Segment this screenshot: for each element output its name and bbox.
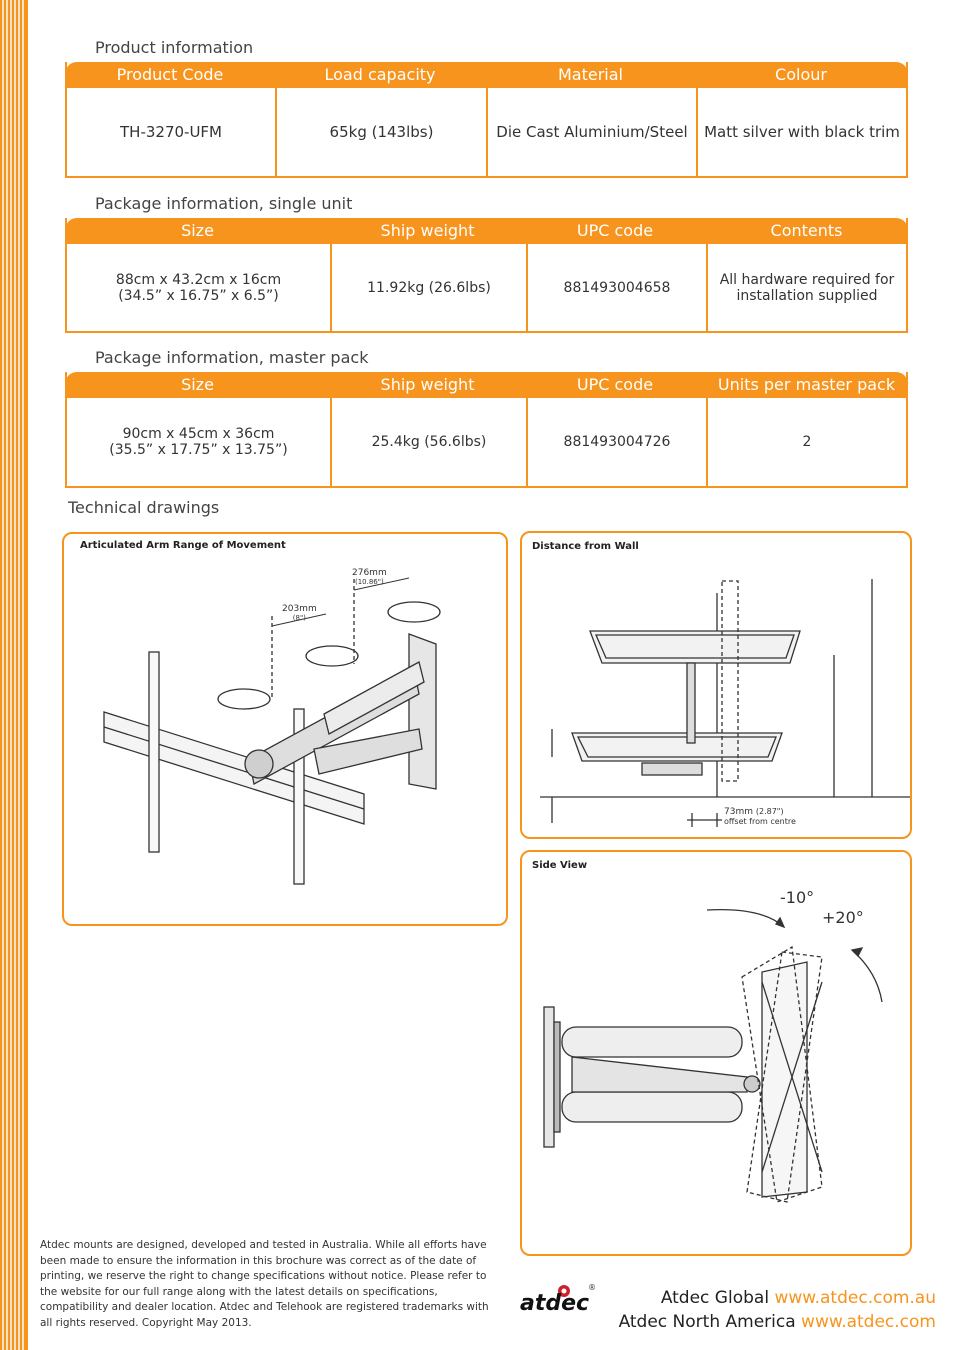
cell-material: Die Cast Aluminium/Steel bbox=[488, 88, 698, 176]
dim-203-mm: 203mm bbox=[282, 604, 317, 614]
package-master-header bbox=[65, 372, 908, 398]
package-single-row bbox=[67, 244, 906, 331]
offset-note: offset from centre bbox=[724, 817, 796, 826]
cell-load-capacity: 65kg (143lbs) bbox=[277, 88, 488, 176]
header-ship-weight: Ship weight bbox=[380, 221, 475, 240]
side-panel-title: Side View bbox=[532, 860, 588, 871]
cell-size: 88cm x 43.2cm x 16cm (34.5” x 16.75” x 6.5”) bbox=[67, 244, 332, 331]
arm-dim-276 bbox=[352, 568, 387, 586]
header-units-per-master-pack: Units per master pack bbox=[717, 375, 896, 394]
wall-offset-label bbox=[724, 807, 796, 826]
technical-drawings-title: Technical drawings bbox=[68, 498, 220, 517]
package-master-table bbox=[65, 372, 908, 488]
cell-ship-weight: 25.4kg (56.6lbs) bbox=[332, 398, 528, 486]
arm-movement-panel bbox=[62, 532, 508, 926]
atdec-logo bbox=[520, 1283, 600, 1323]
cell-product-code: TH-3270-UFM bbox=[67, 88, 277, 176]
package-master-title: Package information, master pack bbox=[95, 348, 369, 367]
disclaimer-text: Atdec mounts are designed, developed and tested in Australia. While all efforts have been made to ensure the information in this brochure was correct as of the date of printing, we reserve the right to change specifications without notice. Please refer to the website for our full range along with the latest details on specifications, compatibility and dealer location. Atdec and Telehook are registered trademarks with all rights reserved. Copyright May 2013. bbox=[40, 1239, 489, 1329]
tilt-up-label: +20° bbox=[822, 908, 864, 927]
offset-mm: 73mm bbox=[724, 807, 753, 817]
na-url-link[interactable]: www.atdec.com bbox=[801, 1312, 936, 1332]
product-info-header bbox=[65, 62, 908, 88]
header-size: Size bbox=[181, 375, 214, 394]
cell-units: 2 bbox=[802, 434, 812, 450]
header-upc-code: UPC code bbox=[576, 221, 654, 240]
offset-in: (2.87") bbox=[755, 807, 784, 816]
header-size: Size bbox=[181, 221, 214, 240]
product-info-title: Product information bbox=[95, 38, 254, 57]
product-info-row bbox=[67, 88, 906, 176]
dim-276-mm: 276mm bbox=[352, 568, 387, 578]
header-ship-weight: Ship weight bbox=[380, 375, 475, 394]
header-load-capacity: Load capacity bbox=[324, 65, 436, 84]
cell-upc-code: 881493004726 bbox=[528, 398, 708, 486]
cell-upc-code: 881493004658 bbox=[528, 244, 708, 331]
distance-wall-panel bbox=[520, 531, 912, 839]
package-single-header bbox=[65, 218, 908, 244]
package-master-row bbox=[67, 398, 906, 486]
header-material: Material bbox=[558, 65, 623, 84]
package-single-table bbox=[65, 218, 908, 333]
na-label: Atdec North America bbox=[618, 1312, 796, 1332]
global-label: Atdec Global bbox=[660, 1288, 770, 1308]
wall-drawing bbox=[522, 533, 910, 837]
side-view-panel bbox=[520, 850, 912, 1256]
registered-mark: ® bbox=[588, 1283, 596, 1292]
logo-text: atdec bbox=[520, 1291, 590, 1316]
global-url-link[interactable]: www.atdec.com.au bbox=[774, 1288, 936, 1308]
contact-north-america bbox=[619, 1312, 936, 1332]
header-colour: Colour bbox=[775, 65, 827, 84]
product-info-table bbox=[65, 62, 908, 178]
tilt-down-label: -10° bbox=[780, 888, 815, 907]
cell-ship-weight: 11.92kg (26.6lbs) bbox=[332, 244, 528, 331]
header-upc-code: UPC code bbox=[576, 375, 654, 394]
wall-panel-title: Distance from Wall bbox=[532, 541, 639, 552]
header-product-code: Product Code bbox=[116, 65, 224, 84]
dim-203-in: (8") bbox=[292, 614, 306, 622]
arm-panel-title: Articulated Arm Range of Movement bbox=[80, 540, 286, 551]
arm-dim-203 bbox=[282, 604, 317, 622]
cell-colour: Matt silver with black trim bbox=[704, 123, 900, 141]
dim-276-in: (10.86") bbox=[354, 578, 384, 586]
contact-global bbox=[661, 1288, 936, 1308]
cell-size: 90cm x 45cm x 36cm (35.5” x 17.75” x 13.75”) bbox=[67, 398, 332, 486]
header-contents: Contents bbox=[770, 221, 843, 240]
package-single-title: Package information, single unit bbox=[95, 194, 353, 213]
cell-contents: All hardware required for installation supplied bbox=[719, 271, 895, 304]
decorative-side-stripes bbox=[0, 0, 28, 1350]
arm-drawing bbox=[64, 534, 506, 924]
